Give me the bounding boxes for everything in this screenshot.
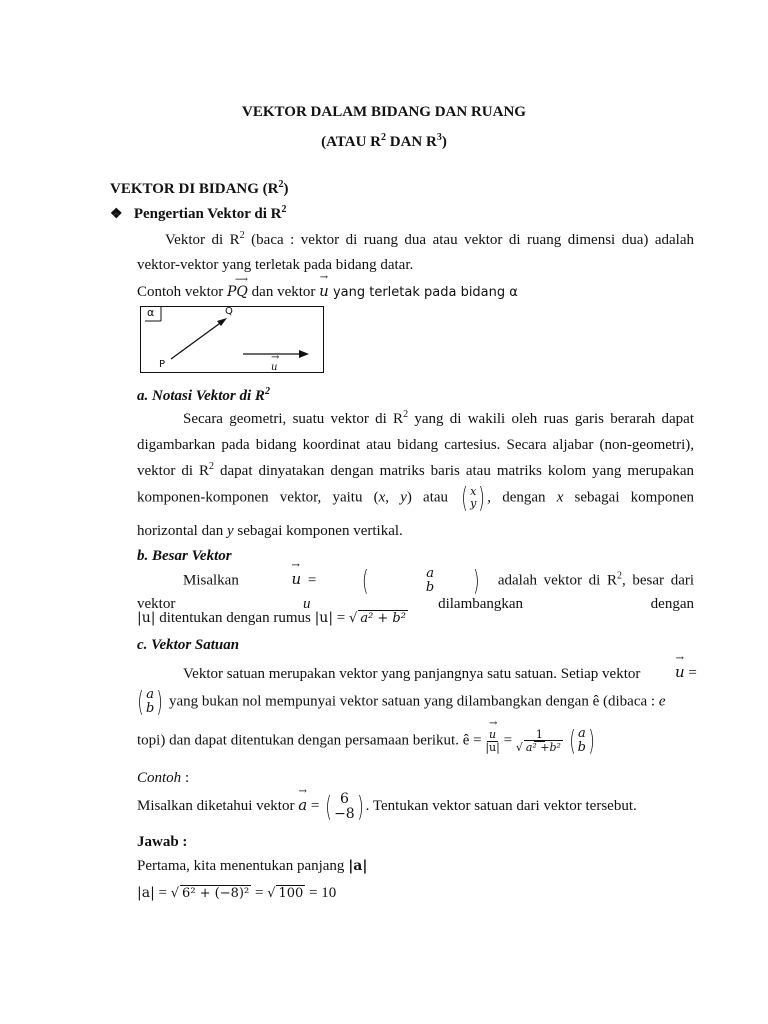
besar-line-2: |u| ditentukan dengan rumus |u| = √ a² + b²	[137, 610, 406, 626]
vector-pq: ⟶ PQ	[227, 275, 248, 300]
fraction-u-over-norm: → $\frac{u}{|u|}$	[485, 729, 500, 753]
notasi-line-3: vektor di $R^2$ dapat dinyatakan dengan matriks baris atau matriks kolom yang merupakan	[137, 461, 694, 479]
page-title: VEKTOR DALAM BIDANG DAN RUANG	[242, 104, 526, 120]
jawab-line-1: Pertama, kita menentukan panjang |a|	[137, 858, 368, 874]
jawab-line-2: |a| = √ 6² + (−8)² = √ 100 = 10	[137, 885, 337, 901]
column-vector-ab-3: ( a b )	[568, 724, 595, 757]
vector-figure	[140, 306, 324, 373]
vector-u-label: → u	[271, 362, 277, 374]
notasi-line-5: horizontal dan y sebagai komponen vertikal.	[137, 523, 403, 539]
besar-line-1: Misalkan → u = ( a b ) adalah vektor di $R^2$, besar dari vektor u dilambangkan dengan	[137, 567, 694, 613]
notasi-heading: a. Notasi Vektor di $R^2$	[137, 386, 270, 404]
diamond-bullet-icon: ❖	[110, 207, 123, 222]
intro-line-1: Vektor di $R^2$ (baca : vektor di ruang dua atau vektor di ruang dimensi dua) adalah	[165, 230, 694, 248]
intro-line-3: Contoh vektor ⟶ PQ dan vektor → u yang terletak pada bidang α	[137, 282, 518, 301]
notasi-line-2: digambarkan pada bidang koordinat atau bidang cartesius. Secara aljabar (non-geometri),	[137, 437, 694, 453]
contoh-label: Contoh :	[137, 770, 190, 786]
satuan-heading: c. Vektor Satuan	[137, 637, 240, 653]
vector-u: → u	[319, 282, 329, 300]
fraction-one-over-sqrt: $\frac{1}{\text{√ a² +b²}}$	[515, 727, 561, 754]
satuan-line-1-vector: → u =	[675, 663, 697, 682]
page-subtitle: (ATAU $R^2$ DAN $R^3$)	[321, 132, 447, 150]
column-vector-ab-2: ( a b )	[137, 685, 164, 718]
satuan-line-1: Vektor satuan merupakan vektor yang panjangnya satu satuan. Setiap vektor	[183, 666, 641, 682]
column-vector-6-neg8: ( 6 −8 )	[325, 789, 364, 823]
notasi-line-4: komponen-komponen vektor, yaitu (x, y) atau ( x y ) , dengan x sebagai komponen	[137, 481, 694, 514]
column-vector-xy: ( x y )	[461, 481, 486, 514]
satuan-line-2: ( a b ) yang bukan nol mempunyai vektor satuan yang dilambangkan dengan ê (dibaca : e	[135, 688, 665, 716]
alpha-label: α	[147, 306, 155, 319]
jawab-heading: Jawab :	[137, 834, 188, 850]
point-q-label: Q	[225, 306, 233, 317]
satuan-line-3: topi) dan dapat ditentukan dengan persamaan berikut. ê = → $\frac{u}{|u|}$ = $\frac{1}{\text{√ a² +b²}}$ ( a b )	[137, 727, 597, 755]
point-p-label: P	[159, 359, 166, 370]
intro-line-2: vektor-vektor yang terletak pada bidang datar.	[137, 257, 414, 273]
notasi-line-1: Secara geometri, suatu vektor di $R^2$ yang di wakili oleh ruas garis berarah dapat	[183, 409, 694, 427]
section-heading: VEKTOR DI BIDANG $(R^2)$	[110, 179, 289, 197]
column-vector-ab: ( a b )	[361, 564, 480, 597]
contoh-line-1: Misalkan diketahui vektor → a = ( 6 −8 ) . Tentukan vektor satuan dari vektor tersebut.	[137, 792, 637, 821]
besar-heading: b. Besar Vektor	[137, 548, 232, 564]
subsection-heading: ❖ Pengertian Vektor di $R^2$	[110, 204, 287, 222]
